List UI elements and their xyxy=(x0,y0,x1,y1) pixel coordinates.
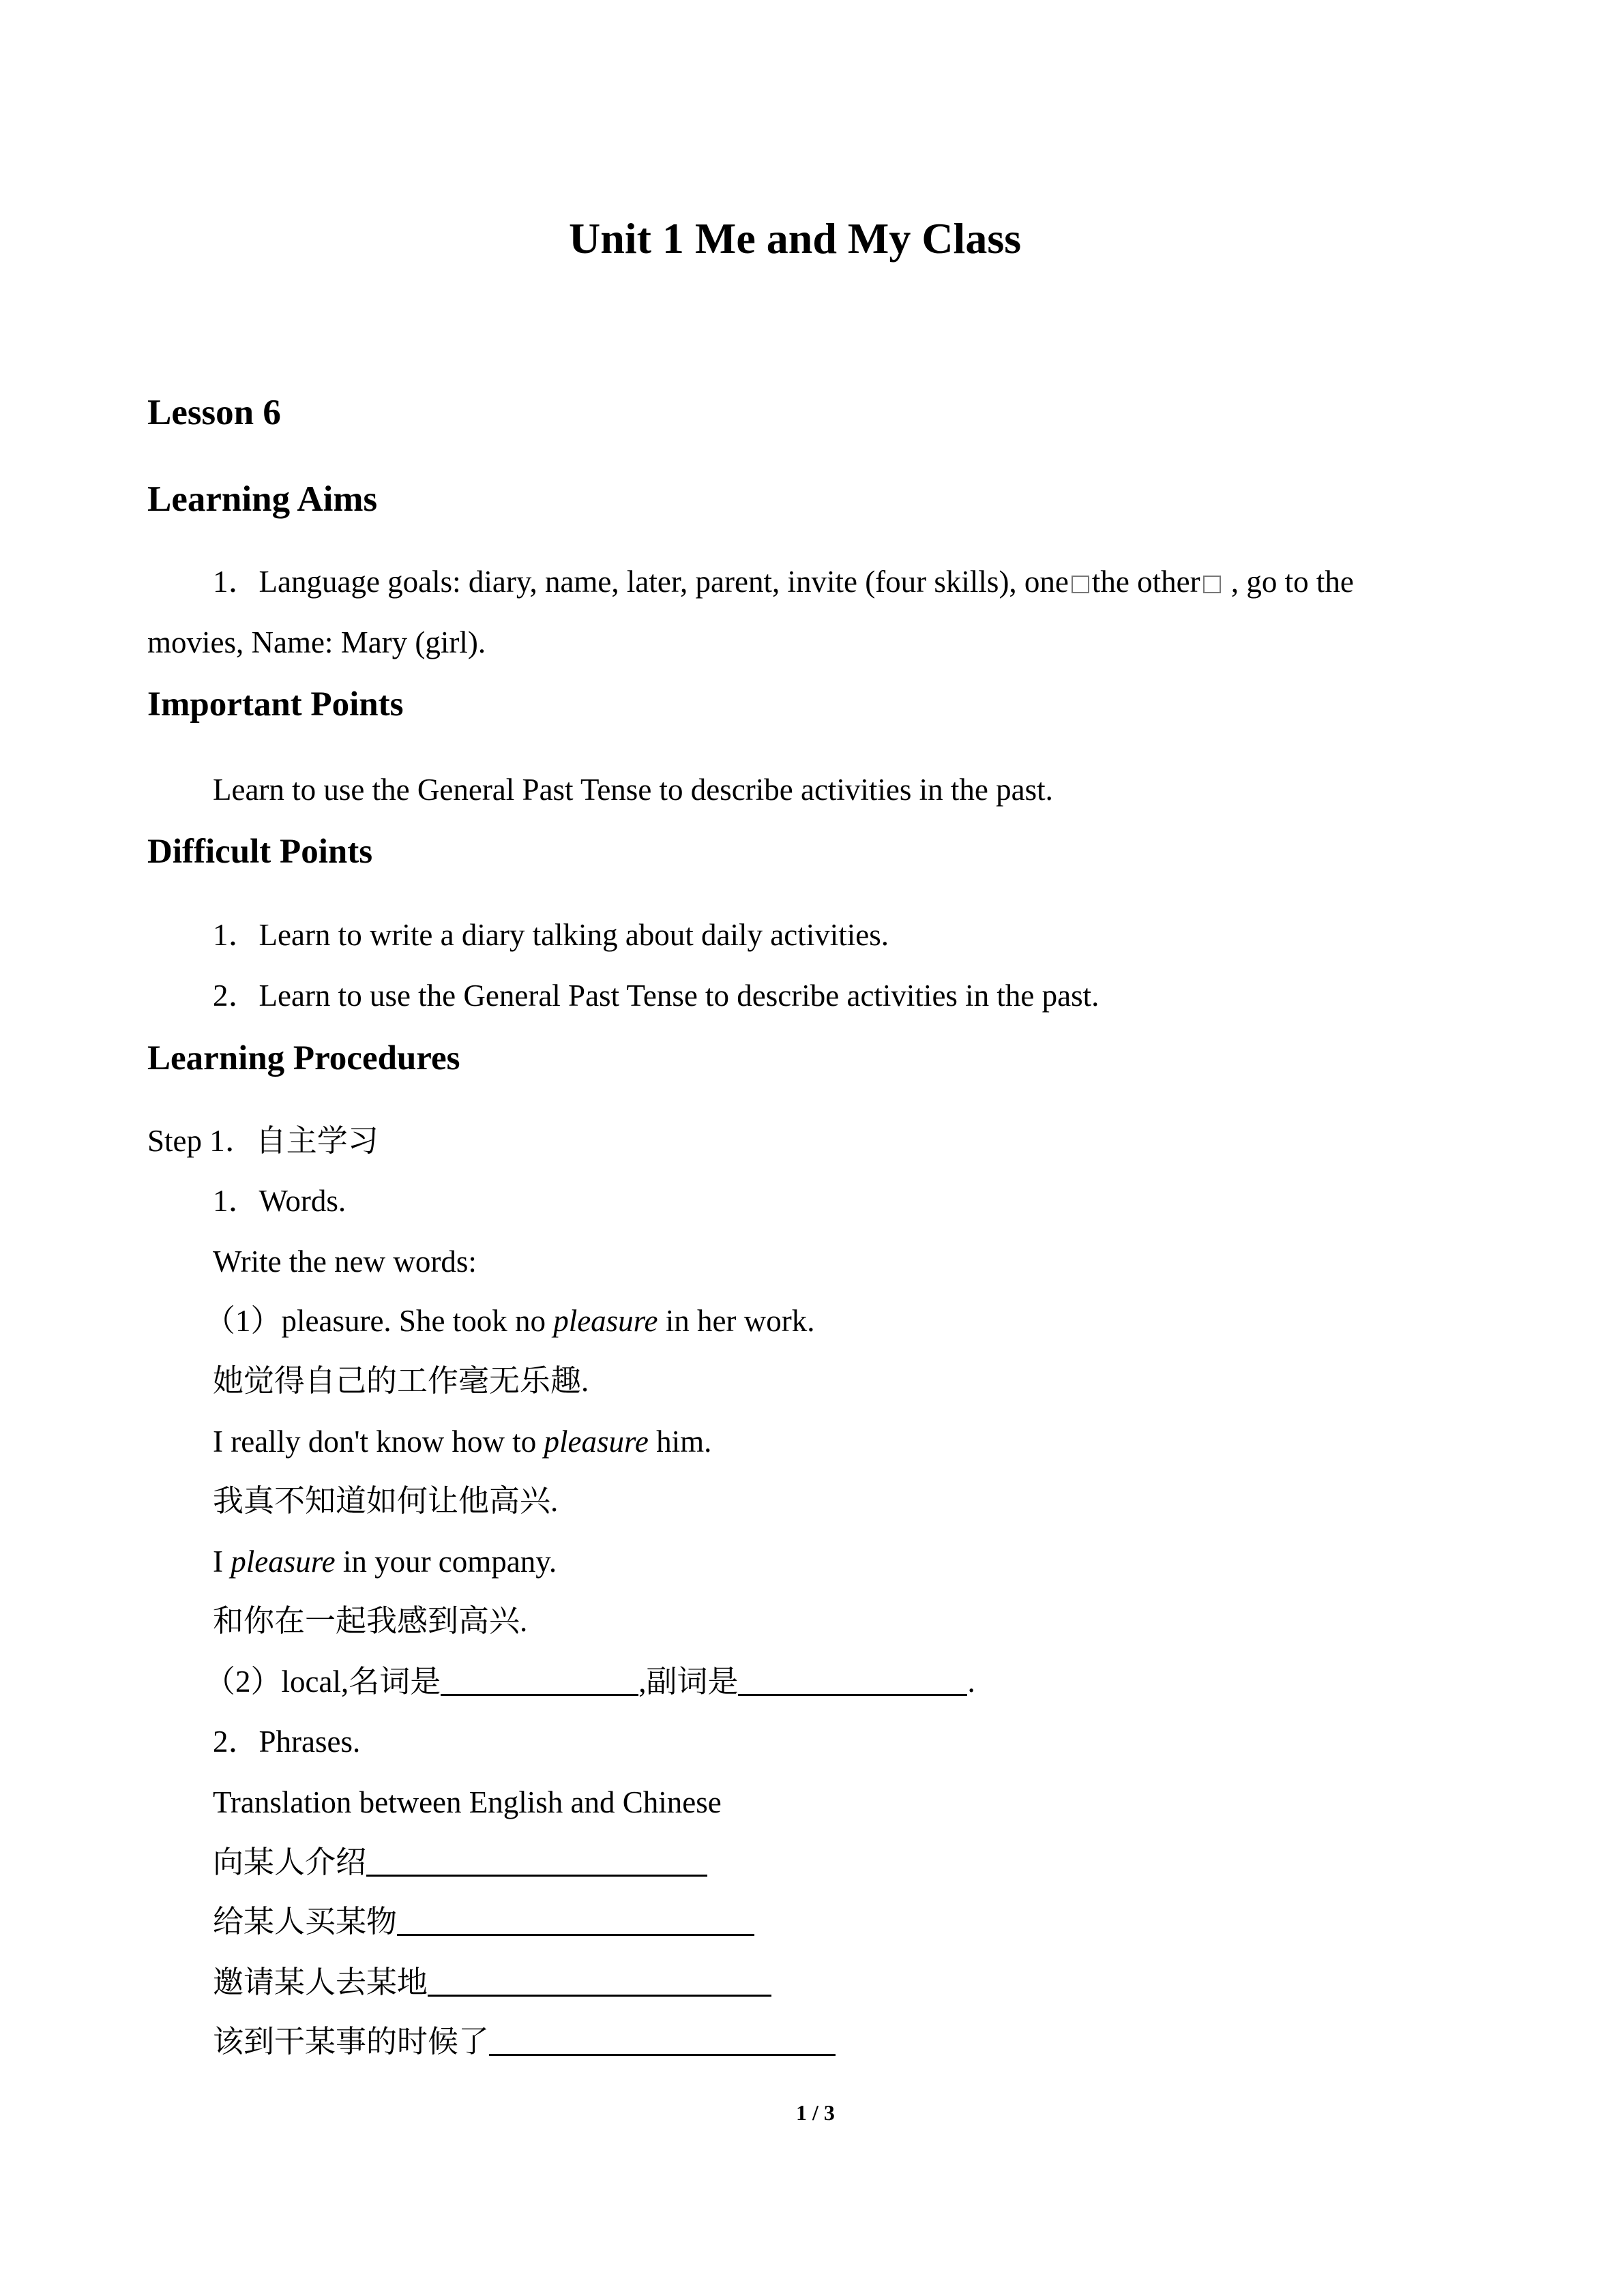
learning-aims-heading: Learning Aims xyxy=(147,479,378,519)
aims-text-b: the other xyxy=(1091,565,1200,599)
word-1-sentence: （1）pleasure. She took no pleasure in her work. xyxy=(205,1304,815,1338)
aims-text-c: , go to the xyxy=(1230,565,1354,599)
answer-blank[interactable] xyxy=(738,1667,967,1696)
phrases-label: 2．Phrases. xyxy=(213,1725,361,1759)
translation-label: Translation between English and Chinese xyxy=(213,1785,722,1819)
step-1-label: Step 1．自主学习 xyxy=(147,1124,379,1158)
word-1-translation: 她觉得自己的工作毫无乐趣. xyxy=(213,1364,589,1398)
placeholder-box-icon xyxy=(1072,576,1089,593)
phrase-item: 该到干某事的时候了 xyxy=(213,2021,836,2062)
important-points-heading: Important Points xyxy=(147,685,404,724)
word-2-sentence: I really don't know how to pleasure him. xyxy=(213,1425,712,1459)
aims-line-1 xyxy=(213,561,1354,602)
write-new-words: Write the new words: xyxy=(213,1244,477,1279)
lesson-heading: Lesson 6 xyxy=(147,393,281,432)
important-points-text: Learn to use the General Past Tense to describe activities in the past. xyxy=(213,773,1053,807)
aims-text-a: Language goals: diary, name, later, parent, invite (four skills), one xyxy=(259,565,1069,599)
phrase-item: 给某人买某物 xyxy=(213,1901,754,1942)
phrase-item: 向某人介绍 xyxy=(213,1842,707,1883)
word-3-translation: 和你在一起我感到高兴. xyxy=(213,1604,528,1638)
page-number: 1 / 3 xyxy=(796,2100,835,2125)
phrase-item: 邀请某人去某地 xyxy=(213,1962,771,2003)
learning-procedures-heading: Learning Procedures xyxy=(147,1039,460,1077)
answer-blank[interactable] xyxy=(397,1907,754,1936)
word-3-sentence: I pleasure in your company. xyxy=(213,1545,557,1579)
word-2-translation: 我真不知道如何让他高兴. xyxy=(213,1484,559,1518)
words-label: 1．Words. xyxy=(213,1184,346,1218)
answer-blank[interactable] xyxy=(428,1967,771,1997)
word-local-exercise: （2）local,名词是 ,副词是 . xyxy=(205,1665,975,1699)
answer-blank[interactable] xyxy=(366,1847,707,1877)
answer-blank[interactable] xyxy=(489,2027,836,2056)
page-title: Unit 1 Me and My Class xyxy=(569,214,1022,263)
difficult-item-1: 1．Learn to write a diary talking about daily activities. xyxy=(213,918,889,952)
difficult-points-heading: Difficult Points xyxy=(147,833,373,871)
aims-item-number: 1． xyxy=(213,565,259,599)
aims-line-2: movies, Name: Mary (girl). xyxy=(147,625,486,659)
difficult-item-2: 2．Learn to use the General Past Tense to describe activities in the past. xyxy=(213,979,1099,1013)
answer-blank[interactable] xyxy=(441,1667,638,1696)
placeholder-box-icon xyxy=(1203,576,1221,593)
